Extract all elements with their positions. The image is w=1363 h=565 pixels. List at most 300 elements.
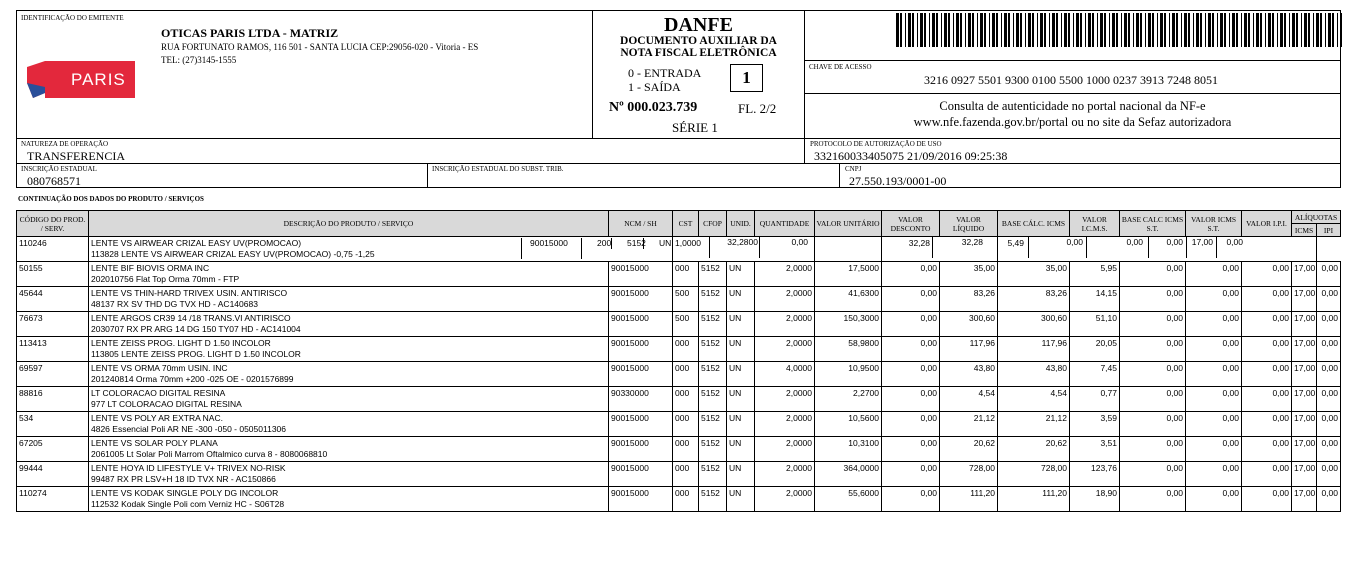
cell-unid: UN xyxy=(727,487,755,512)
cell-valor-ipi: 0,00 xyxy=(1148,237,1183,258)
barcode-bar xyxy=(932,13,935,47)
barcode-bar xyxy=(1028,13,1031,47)
barcode-bar xyxy=(1157,13,1158,47)
cell-desc-line-1: LENTE VS SOLAR POLY PLANA xyxy=(91,438,218,448)
barcode-bar xyxy=(1004,13,1007,47)
cell-descricao xyxy=(89,337,609,362)
cell-base-icms-st: 0,00 xyxy=(1028,237,1083,258)
paris-logo xyxy=(25,61,137,98)
cell-base-icms: 117,96 xyxy=(998,337,1070,362)
cell-valor-liquido: 4,54 xyxy=(940,387,998,412)
cell-valor-unitario: 150,3000 xyxy=(815,312,882,337)
barcode-bar xyxy=(1268,13,1271,47)
barcode-bar xyxy=(1205,13,1206,47)
barcode-bar xyxy=(1100,13,1103,47)
barcode-bar xyxy=(1169,13,1170,47)
cell-ncm: 90330000 xyxy=(609,387,673,412)
cell-cst: 000 xyxy=(673,262,699,287)
barcode-bar xyxy=(1140,13,1142,47)
barcode-bar xyxy=(984,13,986,47)
cell-valor-icms-st: 0,00 xyxy=(1186,412,1242,437)
barcode-bar xyxy=(908,13,911,47)
cell-valor-icms: 7,45 xyxy=(1070,362,1120,387)
cell-codigo: 534 xyxy=(17,412,89,437)
table-row xyxy=(17,487,1341,512)
cell-cfop: 5152 xyxy=(611,238,653,249)
col-cfop: CFOP xyxy=(699,211,727,237)
cell-valor-ipi: 0,00 xyxy=(1242,437,1292,462)
cell-aliq-ipi: 0,00 xyxy=(1317,337,1341,362)
cell-unid: UN xyxy=(643,238,671,249)
barcode-bar xyxy=(1032,13,1034,47)
cell-valor-ipi: 0,00 xyxy=(1242,337,1292,362)
barcode-bar xyxy=(1196,13,1199,47)
cell-valor-liquido: 111,20 xyxy=(940,487,998,512)
cell-valor-desconto: 0,00 xyxy=(882,487,940,512)
barcode-bar xyxy=(960,13,962,47)
cell-valor-icms: 5,95 xyxy=(1070,262,1120,287)
cell-valor-ipi: 0,00 xyxy=(1242,287,1292,312)
cell-quantidade: 2,0000 xyxy=(755,262,815,287)
cell-ncm: 90015000 xyxy=(609,312,673,337)
cell-base-icms-st: 0,00 xyxy=(1120,262,1186,287)
table-row xyxy=(17,437,1341,462)
cell-ncm: 90015000 xyxy=(609,462,673,487)
cell-quantidade: 1,0000 xyxy=(675,238,701,248)
danfe-folha: FL. 2/2 xyxy=(738,101,777,116)
barcode-bar xyxy=(1301,13,1302,47)
barcode-bar xyxy=(1097,13,1098,47)
cnpj-value: 27.550.193/0001-00 xyxy=(849,174,947,188)
cell-unid: UN xyxy=(727,287,755,312)
cell-desc-line-2: 4826 Essencial Poli AR NE -300 -050 - 0505011306 xyxy=(91,424,286,434)
barcode-bar xyxy=(900,13,902,47)
barcode-bar xyxy=(1104,13,1106,47)
barcode-bar xyxy=(1256,13,1259,47)
emitente-phone: TEL: (27)3145-1555 xyxy=(161,55,237,65)
barcode-bar xyxy=(1184,13,1187,47)
cell-codigo: 45644 xyxy=(17,287,89,312)
cell-desc-line-1: LT COLORACAO DIGITAL RESINA xyxy=(91,388,226,398)
barcode-bar xyxy=(944,13,947,47)
barcode-bar xyxy=(1244,13,1247,47)
chave-divider-bottom xyxy=(804,93,1341,94)
barcode-bar xyxy=(1212,13,1214,47)
cell-desc-line-1: LENTE ARGOS CR39 14 /18 TRANS.VI ANTIRISCO xyxy=(91,313,291,323)
cell-valor-unitario: 41,6300 xyxy=(815,287,882,312)
cell-aliq-icms: 17,00 xyxy=(1292,487,1317,512)
barcode-bar xyxy=(1037,13,1038,47)
cell-unid: UN xyxy=(727,387,755,412)
barcode-bar xyxy=(956,13,959,47)
barcode-bar xyxy=(1152,13,1154,47)
barcode-bar xyxy=(912,13,914,47)
barcode-bar xyxy=(1133,13,1134,47)
barcode-bar xyxy=(989,13,990,47)
cell-valor-desconto: 0,00 xyxy=(882,387,940,412)
cell-aliq-ipi: 0,00 xyxy=(1317,387,1341,412)
cell-cst: 000 xyxy=(673,362,699,387)
cell-unid: UN xyxy=(727,262,755,287)
cell-descricao xyxy=(89,237,673,262)
cell-ncm: 90015000 xyxy=(609,412,673,437)
barcode-bar xyxy=(896,13,899,47)
barcode-bar xyxy=(1200,13,1202,47)
barcode-bar xyxy=(1176,13,1178,47)
cell-valor-unitario: 2,2700 xyxy=(815,387,882,412)
barcode-bar xyxy=(1116,13,1118,47)
danfe-tipo: 1 xyxy=(742,68,751,87)
cell-base-icms-st: 0,00 xyxy=(1120,487,1186,512)
cell-aliq-ipi: 0,00 xyxy=(1317,412,1341,437)
cell-desc-line-2: 113805 LENTE ZEISS PROG. LIGHT D 1.50 INCOLOR xyxy=(91,349,301,359)
items-table xyxy=(16,210,1341,512)
barcode-bar xyxy=(1092,13,1094,47)
cell-quantidade: 4,0000 xyxy=(755,362,815,387)
cell-descricao xyxy=(89,487,609,512)
barcode-bar xyxy=(936,13,938,47)
barcode-icon xyxy=(896,13,1342,47)
col-valor-unitario: VALOR UNITÁRIO xyxy=(815,211,882,237)
cell-base-icms: 43,80 xyxy=(998,362,1070,387)
cell-descricao xyxy=(89,462,609,487)
cell-first-tail xyxy=(998,237,1317,262)
cell-valor-unitario: 58,9800 xyxy=(815,337,882,362)
cell-descricao xyxy=(89,437,609,462)
cell-valor-desconto: 0,00 xyxy=(759,237,808,258)
cell-quantidade: 2,0000 xyxy=(755,437,815,462)
barcode-bar xyxy=(1340,13,1342,47)
cell-valor-ipi: 0,00 xyxy=(1242,312,1292,337)
cell-aliq-ipi: 0,00 xyxy=(1317,262,1341,287)
cell-unid: UN xyxy=(727,462,755,487)
natureza-value: TRANSFERENCIA xyxy=(27,149,126,163)
cell-base-icms: 32,28 xyxy=(932,237,983,258)
cell-valor-liquido: 21,12 xyxy=(940,412,998,437)
cell-valor-unitario: 10,5600 xyxy=(815,412,882,437)
danfe-entrada: 0 - ENTRADA xyxy=(628,66,702,80)
table-row xyxy=(17,462,1341,487)
cell-cfop: 5152 xyxy=(699,487,727,512)
table-row xyxy=(17,287,1341,312)
ie-st-label: INSCRIÇÃO ESTADUAL DO SUBST. TRIB. xyxy=(432,165,564,173)
protocolo-label: PROTOCOLO DE AUTORIZAÇÃO DE USO xyxy=(810,140,942,148)
barcode-bar xyxy=(1008,13,1010,47)
cell-base-icms: 111,20 xyxy=(998,487,1070,512)
danfe-subtitle-1: DOCUMENTO AUXILIAR DA xyxy=(620,35,777,47)
cell-aliq-icms: 17,00 xyxy=(1292,462,1317,487)
cell-ncm: 90015000 xyxy=(609,287,673,312)
cell-ncm: 90015000 xyxy=(609,487,673,512)
cell-desc-line-2: 113828 LENTE VS AIRWEAR CRIZAL EASY UV(PROMOCAO) -0,75 -1,25 xyxy=(91,249,375,259)
cell-valor-ipi: 0,00 xyxy=(1242,262,1292,287)
cell-valor-liquido: 300,60 xyxy=(940,312,998,337)
col-codigo: CÓDIGO DO PROD. / SERV. xyxy=(17,211,89,237)
cell-cst: 000 xyxy=(673,412,699,437)
cell-descricao xyxy=(89,362,609,387)
danfe-saida: 1 - SAÍDA xyxy=(628,80,681,94)
cell-cst: 500 xyxy=(673,287,699,312)
barcode-bar xyxy=(1236,13,1238,47)
barcode-bar xyxy=(1136,13,1139,47)
cell-base-icms-st: 0,00 xyxy=(1120,387,1186,412)
cell-valor-desconto: 0,00 xyxy=(882,287,940,312)
cell-aliq-ipi: 0,00 xyxy=(1216,237,1243,258)
barcode-bar xyxy=(1320,13,1322,47)
cell-desc-line-1: LENTE VS KODAK SINGLE POLY DG INCOLOR xyxy=(91,488,279,498)
cell-valor-ipi: 0,00 xyxy=(1242,412,1292,437)
cell-base-icms-st: 0,00 xyxy=(1120,412,1186,437)
barcode-bar xyxy=(1088,13,1091,47)
cell-base-icms: 300,60 xyxy=(998,312,1070,337)
cell-valor-ipi: 0,00 xyxy=(1242,387,1292,412)
cell-valor-unitario: 10,9500 xyxy=(815,362,882,387)
cell-cfop: 5152 xyxy=(699,387,727,412)
barcode-bar xyxy=(1109,13,1110,47)
barcode-bar xyxy=(1260,13,1262,47)
barcode-bar xyxy=(1308,13,1310,47)
ie-value: 080768571 xyxy=(27,174,81,188)
table-row xyxy=(17,362,1341,387)
natureza-label: NATUREZA DE OPERAÇÃO xyxy=(21,140,109,148)
cell-valor-icms-st: 0,00 xyxy=(1186,312,1242,337)
barcode-bar xyxy=(1085,13,1086,47)
cell-ncm: 90015000 xyxy=(609,262,673,287)
cell-desc-line-2: 48137 RX SV THD DG TVX HD - AC140683 xyxy=(91,299,258,309)
cell-quantidade: 2,0000 xyxy=(755,412,815,437)
cell-codigo: 113413 xyxy=(17,337,89,362)
barcode-bar xyxy=(948,13,950,47)
cell-valor-unitario-spacer xyxy=(815,237,882,262)
barcode-bar xyxy=(1277,13,1278,47)
cell-valor-desconto: 0,00 xyxy=(882,412,940,437)
cell-valor-icms-st: 0,00 xyxy=(1186,337,1242,362)
cell-cst: 500 xyxy=(673,312,699,337)
cell-valor-liquido: 728,00 xyxy=(940,462,998,487)
col-valor-icms-st: VALOR ICMS S.T. xyxy=(1186,211,1242,237)
barcode-bar xyxy=(1292,13,1295,47)
cell-base-icms: 728,00 xyxy=(998,462,1070,487)
barcode-bar xyxy=(1121,13,1122,47)
cell-valor-icms-st: 0,00 xyxy=(1186,437,1242,462)
barcode-bar xyxy=(1160,13,1163,47)
col-quantidade: QUANTIDADE xyxy=(755,211,815,237)
cell-cfop: 5152 xyxy=(699,287,727,312)
cell-aliq-icms: 17,00 xyxy=(1292,362,1317,387)
cell-quantidade: 2,0000 xyxy=(755,387,815,412)
cell-descricao xyxy=(89,387,609,412)
barcode-bar xyxy=(1020,13,1022,47)
cell-cfop: 5152 xyxy=(699,337,727,362)
table-row xyxy=(17,312,1341,337)
barcode-bar xyxy=(992,13,995,47)
consulta-line-2: www.nfe.fazenda.gov.br/portal ou no site da Sefaz autorizadora xyxy=(913,115,1232,129)
cell-cfop: 5152 xyxy=(699,437,727,462)
cell-aliq-icms: 17,00 xyxy=(1186,237,1213,258)
cell-valor-unitario: 10,3100 xyxy=(815,437,882,462)
col-aliq-icms: ICMS xyxy=(1292,224,1317,237)
cell-aliq-ipi: 0,00 xyxy=(1317,437,1341,462)
cell-valor-icms: 3,59 xyxy=(1070,412,1120,437)
ie-label: INSCRIÇÃO ESTADUAL xyxy=(21,165,97,173)
col-descricao: DESCRIÇÃO DO PRODUTO / SERVIÇO xyxy=(89,211,609,237)
cell-aliq-icms: 17,00 xyxy=(1292,437,1317,462)
cell-valor-liquido: 117,96 xyxy=(940,337,998,362)
barcode-bar xyxy=(1296,13,1298,47)
cell-cst: 200 xyxy=(581,238,619,259)
barcode-bar xyxy=(1172,13,1175,47)
cell-valor-liquido: 83,26 xyxy=(940,287,998,312)
cell-cst: 000 xyxy=(673,487,699,512)
cell-valor-desconto: 0,00 xyxy=(882,462,940,487)
cell-valor-icms: 51,10 xyxy=(1070,312,1120,337)
danfe-title: DANFE xyxy=(664,14,733,36)
cell-codigo: 110274 xyxy=(17,487,89,512)
cell-descricao xyxy=(89,412,609,437)
cell-valor-liquido: 20,62 xyxy=(940,437,998,462)
cell-valor-desconto: 0,00 xyxy=(882,337,940,362)
cell-cst: 000 xyxy=(673,462,699,487)
barcode-bar xyxy=(1280,13,1283,47)
cell-ncm: 90015000 xyxy=(609,337,673,362)
danfe-numero: Nº 000.023.739 xyxy=(609,100,698,115)
cell-desc-line-2: 2030707 RX PR ARG 14 DG 150 TY07 HD - AC141004 xyxy=(91,324,301,334)
paris-logo-text: PARIS xyxy=(71,70,126,89)
cell-valor-liquido: 43,80 xyxy=(940,362,998,387)
cell-aliq-ipi: 0,00 xyxy=(1317,362,1341,387)
col-valor-desconto: VALOR DESCONTO xyxy=(882,211,940,237)
barcode-bar xyxy=(1052,13,1055,47)
cell-codigo: 88816 xyxy=(17,387,89,412)
cell-valor-icms: 3,51 xyxy=(1070,437,1120,462)
danfe-subtitle-2: NOTA FISCAL ELETRÔNICA xyxy=(620,47,777,59)
cell-descricao xyxy=(89,287,609,312)
barcode-bar xyxy=(953,13,954,47)
cell-unid: UN xyxy=(727,337,755,362)
cell-valor-icms-st: 0,00 xyxy=(1186,262,1242,287)
cell-valor-unitario: 364,0000 xyxy=(815,462,882,487)
cell-cst: 000 xyxy=(673,437,699,462)
barcode-bar xyxy=(972,13,974,47)
cell-unid: UN xyxy=(727,437,755,462)
cell-codigo: 50155 xyxy=(17,262,89,287)
cell-aliq-icms: 17,00 xyxy=(1292,262,1317,287)
col-valor-icms: VALOR I.C.M.S. xyxy=(1070,211,1120,237)
cell-valor-ipi: 0,00 xyxy=(1242,462,1292,487)
barcode-bar xyxy=(1265,13,1266,47)
cell-quantidade: 2,0000 xyxy=(755,462,815,487)
cell-valor-icms-st: 0,00 xyxy=(1186,462,1242,487)
barcode-bar xyxy=(1325,13,1326,47)
barcode-bar xyxy=(1193,13,1194,47)
barcode-bar xyxy=(1229,13,1230,47)
barcode-bar xyxy=(1217,13,1218,47)
cell-valor-icms-st: 0,00 xyxy=(1086,237,1143,258)
chave-value: 3216 0927 5501 9300 0100 5500 1000 0237 3913 7248 8051 xyxy=(924,73,1218,87)
cell-first-mid xyxy=(673,237,815,262)
consulta-line-1: Consulta de autenticidade no portal nacional da NF-e xyxy=(939,99,1206,113)
cell-valor-unitario: 32,2800 xyxy=(709,237,758,258)
cell-base-icms-st: 0,00 xyxy=(1120,437,1186,462)
cell-valor-icms: 123,76 xyxy=(1070,462,1120,487)
cell-desc-line-1: LENTE VS ORMA 70mm USIN. INC xyxy=(91,363,228,373)
cell-codigo: 76673 xyxy=(17,312,89,337)
cell-valor-desconto: 0,00 xyxy=(882,362,940,387)
cell-cst: 000 xyxy=(673,337,699,362)
cell-valor-icms-st: 0,00 xyxy=(1186,287,1242,312)
emitente-label: IDENTIFICAÇÃO DO EMITENTE xyxy=(21,14,124,22)
barcode-bar xyxy=(1040,13,1043,47)
cell-quantidade: 2,0000 xyxy=(755,287,815,312)
cell-quantidade: 2,0000 xyxy=(755,487,815,512)
cell-desc-line-2: 99487 RX PR LSV+H 18 ID TVX NR - AC150866 xyxy=(91,474,276,484)
barcode-bar xyxy=(924,13,926,47)
cell-base-icms: 20,62 xyxy=(998,437,1070,462)
col-base-icms-st: BASE CALC ICMS S.T. xyxy=(1120,211,1186,237)
col-base-icms: BASE CÁLC. ICMS xyxy=(998,211,1070,237)
cell-valor-icms: 14,15 xyxy=(1070,287,1120,312)
barcode-bar xyxy=(905,13,906,47)
barcode-bar xyxy=(1056,13,1058,47)
cell-valor-ipi: 0,00 xyxy=(1242,362,1292,387)
table-row xyxy=(17,262,1341,287)
barcode-bar xyxy=(1145,13,1146,47)
col-unid: UNID. xyxy=(727,211,755,237)
cell-base-icms: 21,12 xyxy=(998,412,1070,437)
cell-desc-line-1: LENTE HOYA ID LIFESTYLE V+ TRIVEX NO-RISK xyxy=(91,463,286,473)
danfe-tipo-box xyxy=(730,64,763,92)
cell-cfop: 5152 xyxy=(699,312,727,337)
emitente-address: RUA FORTUNATO RAMOS, 116 501 - SANTA LUCIA CEP:29056-020 - Vitoria - ES xyxy=(161,42,479,52)
cell-descricao xyxy=(89,262,609,287)
cell-desc-line-1: LENTE BIF BIOVIS ORMA INC xyxy=(91,263,210,273)
cell-valor-icms: 5,49 xyxy=(1007,238,1024,248)
chave-divider-top xyxy=(804,60,1341,61)
section-title: CONTINUAÇÃO DOS DADOS DO PRODUTO / SERVIÇOS xyxy=(18,195,204,203)
barcode-bar xyxy=(941,13,942,47)
cell-valor-desconto: 0,00 xyxy=(882,262,940,287)
cell-base-icms: 35,00 xyxy=(998,262,1070,287)
cell-valor-icms-st: 0,00 xyxy=(1186,387,1242,412)
cnpj-label: CNPJ xyxy=(845,165,862,173)
cell-aliq-icms: 17,00 xyxy=(1292,312,1317,337)
cell-valor-desconto: 0,00 xyxy=(882,312,940,337)
cell-valor-desconto: 0,00 xyxy=(882,437,940,462)
cell-codigo: 67205 xyxy=(17,437,89,462)
col-ncm: NCM / SH xyxy=(609,211,673,237)
barcode-bar xyxy=(977,13,978,47)
col-aliq-ipi: IPI xyxy=(1317,224,1341,237)
cell-valor-icms: 0,77 xyxy=(1070,387,1120,412)
cell-aliq-ipi: 0,00 xyxy=(1317,462,1341,487)
cell-desc-line-1: LENTE ZEISS PROG. LIGHT D 1.50 INCOLOR xyxy=(91,338,271,348)
barcode-bar xyxy=(1304,13,1307,47)
barcode-bar xyxy=(1241,13,1242,47)
barcode-bar xyxy=(1332,13,1334,47)
cell-unid: UN xyxy=(727,412,755,437)
barcode-bar xyxy=(1025,13,1026,47)
protocolo-value: 332160033405075 21/09/2016 09:25:38 xyxy=(814,149,1008,163)
cell-ncm: 90015000 xyxy=(609,362,673,387)
chave-label: CHAVE DE ACESSO xyxy=(809,63,872,71)
barcode-bar xyxy=(1076,13,1079,47)
barcode-bar xyxy=(1013,13,1014,47)
barcode-bar xyxy=(1220,13,1223,47)
barcode-bar xyxy=(980,13,983,47)
cell-valor-icms: 18,90 xyxy=(1070,487,1120,512)
barcode-bar xyxy=(1337,13,1338,47)
barcode-bar xyxy=(1061,13,1062,47)
